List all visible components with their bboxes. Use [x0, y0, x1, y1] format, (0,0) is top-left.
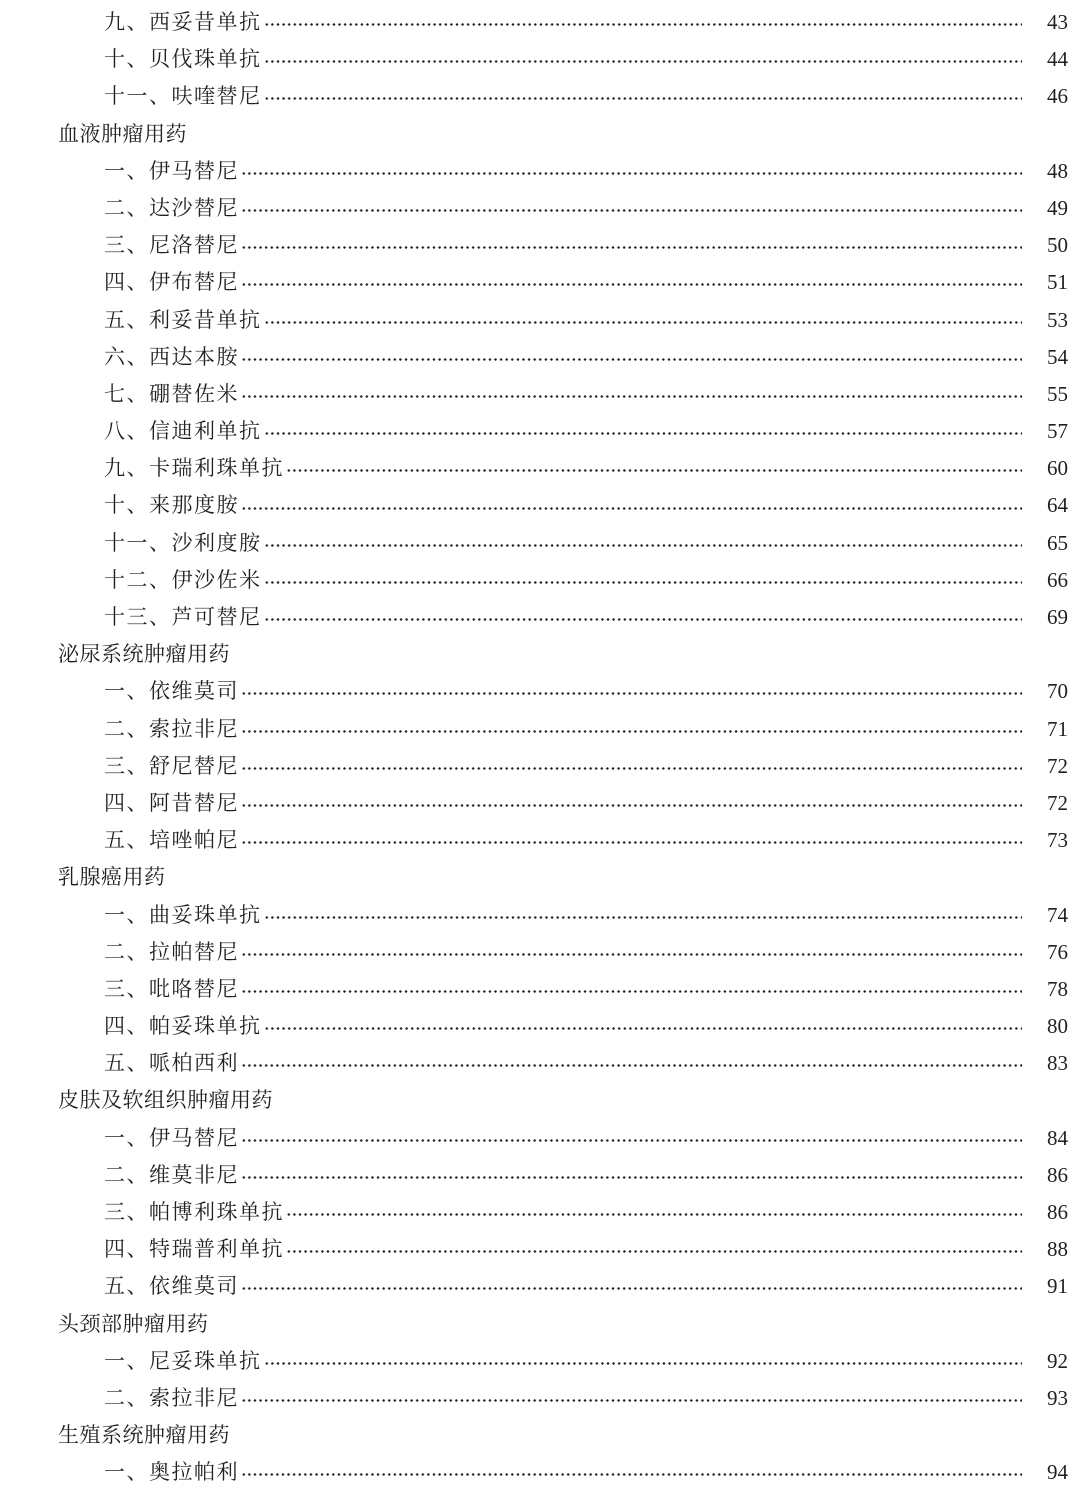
toc-entry[interactable] — [0, 190, 1080, 227]
toc-entry-title: 二、拉帕替尼 — [104, 939, 239, 964]
toc-entry-title: 三、吡咯替尼 — [104, 976, 239, 1001]
toc-page-number: 92 — [1047, 1348, 1068, 1373]
toc-page-number: 57 — [1047, 419, 1068, 444]
dot-leader — [241, 1139, 1022, 1142]
dot-leader — [241, 953, 1022, 956]
toc-entry-title: 二、达沙替尼 — [104, 195, 239, 220]
toc-entry[interactable] — [0, 525, 1080, 562]
toc-entry[interactable] — [0, 1343, 1080, 1380]
toc-entry-title: 一、伊马替尼 — [104, 158, 239, 183]
toc-entry-title: 四、特瑞普利单抗 — [104, 1237, 284, 1262]
dot-leader — [264, 544, 1023, 547]
toc-entry[interactable] — [0, 450, 1080, 487]
toc-entry-title: 五、利妥昔单抗 — [104, 307, 262, 332]
toc-page-number: 44 — [1047, 47, 1068, 72]
toc-page-number: 80 — [1047, 1014, 1068, 1039]
toc-entry-title: 三、尼洛替尼 — [104, 233, 239, 258]
toc-entry-title: 十一、沙利度胺 — [104, 530, 262, 555]
toc-entry-title: 五、培唑帕尼 — [104, 828, 239, 853]
toc-entry[interactable] — [0, 897, 1080, 934]
toc-entry-title: 二、维莫非尼 — [104, 1162, 239, 1187]
toc-page-number: 72 — [1047, 753, 1068, 778]
dot-leader — [286, 1250, 1022, 1253]
toc-entry-title: 四、阿昔替尼 — [104, 790, 239, 815]
toc-entry[interactable] — [0, 153, 1080, 190]
dot-leader — [241, 209, 1022, 212]
toc-entry[interactable] — [0, 1194, 1080, 1231]
dot-leader — [241, 990, 1022, 993]
toc-entry[interactable] — [0, 302, 1080, 339]
toc-page-number: 71 — [1047, 716, 1068, 741]
toc-page-number: 84 — [1047, 1125, 1068, 1150]
toc-page-number: 66 — [1047, 567, 1068, 592]
toc-entry-title: 十三、芦可替尼 — [104, 605, 262, 629]
toc-entry-title: 三、舒尼替尼 — [104, 753, 239, 778]
toc-entry-title: 九、西妥昔单抗 — [104, 10, 262, 34]
toc-entry-title: 十、来那度胺 — [104, 493, 239, 518]
toc-page-number: 51 — [1047, 270, 1068, 295]
toc-entry[interactable] — [0, 4, 1080, 41]
toc-entry-title: 十二、伊沙佐米 — [104, 567, 262, 592]
toc-page-number: 83 — [1047, 1051, 1068, 1076]
toc-page-number: 78 — [1047, 976, 1068, 1001]
toc-entry[interactable] — [0, 1380, 1080, 1417]
toc-entry-title: 一、伊马替尼 — [104, 1125, 239, 1150]
toc-entry[interactable] — [0, 1231, 1080, 1268]
dot-leader — [264, 97, 1023, 100]
toc-page-number: 55 — [1047, 381, 1068, 406]
dot-leader — [286, 1213, 1022, 1216]
toc-entry[interactable] — [0, 599, 1080, 636]
dot-leader — [264, 321, 1023, 324]
section-heading[interactable]: 皮肤及软组织肿瘤用药 — [58, 1088, 273, 1113]
toc-entry[interactable] — [0, 971, 1080, 1008]
toc-entry-title: 五、哌柏西利 — [104, 1051, 239, 1076]
toc-entry[interactable] — [0, 264, 1080, 301]
dot-leader — [241, 767, 1022, 770]
dot-leader — [241, 1176, 1022, 1179]
table-of-contents — [0, 4, 1080, 1492]
dot-leader — [241, 804, 1022, 807]
toc-page-number: 88 — [1047, 1237, 1068, 1262]
toc-entry-title: 一、尼妥珠单抗 — [104, 1348, 262, 1373]
toc-page-number: 91 — [1047, 1274, 1068, 1299]
toc-entry[interactable] — [0, 376, 1080, 413]
dot-leader — [264, 916, 1023, 919]
dot-leader — [241, 841, 1022, 844]
toc-entry[interactable] — [0, 748, 1080, 785]
dot-leader — [286, 469, 1022, 472]
dot-leader — [264, 1027, 1023, 1030]
toc-page-number: 93 — [1047, 1385, 1068, 1410]
dot-leader — [241, 358, 1022, 361]
dot-leader — [264, 618, 1023, 621]
toc-page-number: 54 — [1047, 344, 1068, 369]
toc-entry[interactable] — [0, 41, 1080, 78]
toc-entry-title: 一、奥拉帕利 — [104, 1460, 239, 1485]
dot-leader — [241, 692, 1022, 695]
toc-entry[interactable] — [0, 785, 1080, 822]
toc-entry-title: 二、索拉非尼 — [104, 716, 239, 741]
dot-leader — [264, 1362, 1023, 1365]
section-heading[interactable]: 血液肿瘤用药 — [58, 121, 187, 146]
toc-entry-title: 十一、呋喹替尼 — [104, 84, 262, 109]
section-heading[interactable]: 头颈部肿瘤用药 — [58, 1311, 209, 1336]
dot-leader — [241, 507, 1022, 510]
toc-entry-title: 七、硼替佐米 — [104, 381, 239, 406]
toc-page-number: 60 — [1047, 456, 1068, 481]
dot-leader — [241, 1399, 1022, 1402]
toc-entry[interactable] — [0, 1268, 1080, 1305]
toc-page-number: 53 — [1047, 307, 1068, 332]
toc-entry[interactable] — [0, 1045, 1080, 1082]
dot-leader — [241, 246, 1022, 249]
dot-leader — [264, 432, 1023, 435]
dot-leader — [264, 60, 1023, 63]
dot-leader — [241, 172, 1022, 175]
toc-entry[interactable] — [0, 822, 1080, 859]
toc-entry-title: 六、西达本胺 — [104, 344, 239, 369]
toc-page-number: 76 — [1047, 939, 1068, 964]
toc-entry-title: 一、依维莫司 — [104, 679, 239, 704]
toc-entry[interactable] — [0, 1157, 1080, 1194]
dot-leader — [241, 283, 1022, 286]
toc-entry[interactable] — [0, 562, 1080, 599]
toc-page-number: 70 — [1047, 679, 1068, 704]
toc-entry[interactable] — [0, 711, 1080, 748]
dot-leader — [241, 1287, 1022, 1290]
toc-entry-title: 四、帕妥珠单抗 — [104, 1014, 262, 1039]
toc-entry-title: 十、贝伐珠单抗 — [104, 47, 262, 72]
toc-entry[interactable] — [0, 1454, 1080, 1491]
section-heading[interactable]: 乳腺癌用药 — [58, 865, 166, 890]
section-heading[interactable]: 生殖系统肿瘤用药 — [58, 1423, 230, 1448]
dot-leader — [264, 581, 1023, 584]
toc-entry[interactable] — [0, 227, 1080, 264]
toc-page-number: 46 — [1047, 84, 1068, 109]
toc-page-number: 73 — [1047, 828, 1068, 853]
toc-page-number: 86 — [1047, 1162, 1068, 1187]
toc-entry[interactable] — [0, 487, 1080, 524]
toc-page-number: 65 — [1047, 530, 1068, 555]
toc-page-number: 49 — [1047, 195, 1068, 220]
toc-entry-title: 九、卡瑞利珠单抗 — [104, 456, 284, 481]
toc-page-number: 50 — [1047, 233, 1068, 258]
toc-entry-title: 五、依维莫司 — [104, 1274, 239, 1299]
toc-entry-title: 四、伊布替尼 — [104, 270, 239, 295]
toc-page-number: 94 — [1047, 1460, 1068, 1485]
toc-entry[interactable] — [0, 673, 1080, 710]
toc-page-number: 74 — [1047, 902, 1068, 927]
section-heading[interactable]: 泌尿系统肿瘤用药 — [58, 642, 230, 667]
dot-leader — [241, 395, 1022, 398]
dot-leader — [241, 1064, 1022, 1067]
toc-page-number: 64 — [1047, 493, 1068, 518]
toc-entry-title: 八、信迪利单抗 — [104, 419, 262, 444]
toc-entry[interactable] — [0, 78, 1080, 115]
toc-entry[interactable] — [0, 339, 1080, 376]
dot-leader — [241, 730, 1022, 733]
toc-page-number: 69 — [1047, 605, 1068, 629]
toc-entry[interactable] — [0, 413, 1080, 450]
toc-page-number: 48 — [1047, 158, 1068, 183]
toc-page-number: 86 — [1047, 1200, 1068, 1224]
toc-page-number: 43 — [1047, 10, 1068, 34]
toc-entry[interactable] — [0, 1008, 1080, 1045]
toc-page-number: 72 — [1047, 790, 1068, 815]
toc-entry-title: 三、帕博利珠单抗 — [104, 1200, 284, 1224]
dot-leader — [264, 23, 1023, 26]
toc-entry-title: 一、曲妥珠单抗 — [104, 902, 262, 927]
dot-leader — [241, 1473, 1022, 1476]
toc-entry[interactable] — [0, 934, 1080, 971]
toc-entry[interactable] — [0, 1120, 1080, 1157]
toc-entry-title: 二、索拉非尼 — [104, 1385, 239, 1410]
